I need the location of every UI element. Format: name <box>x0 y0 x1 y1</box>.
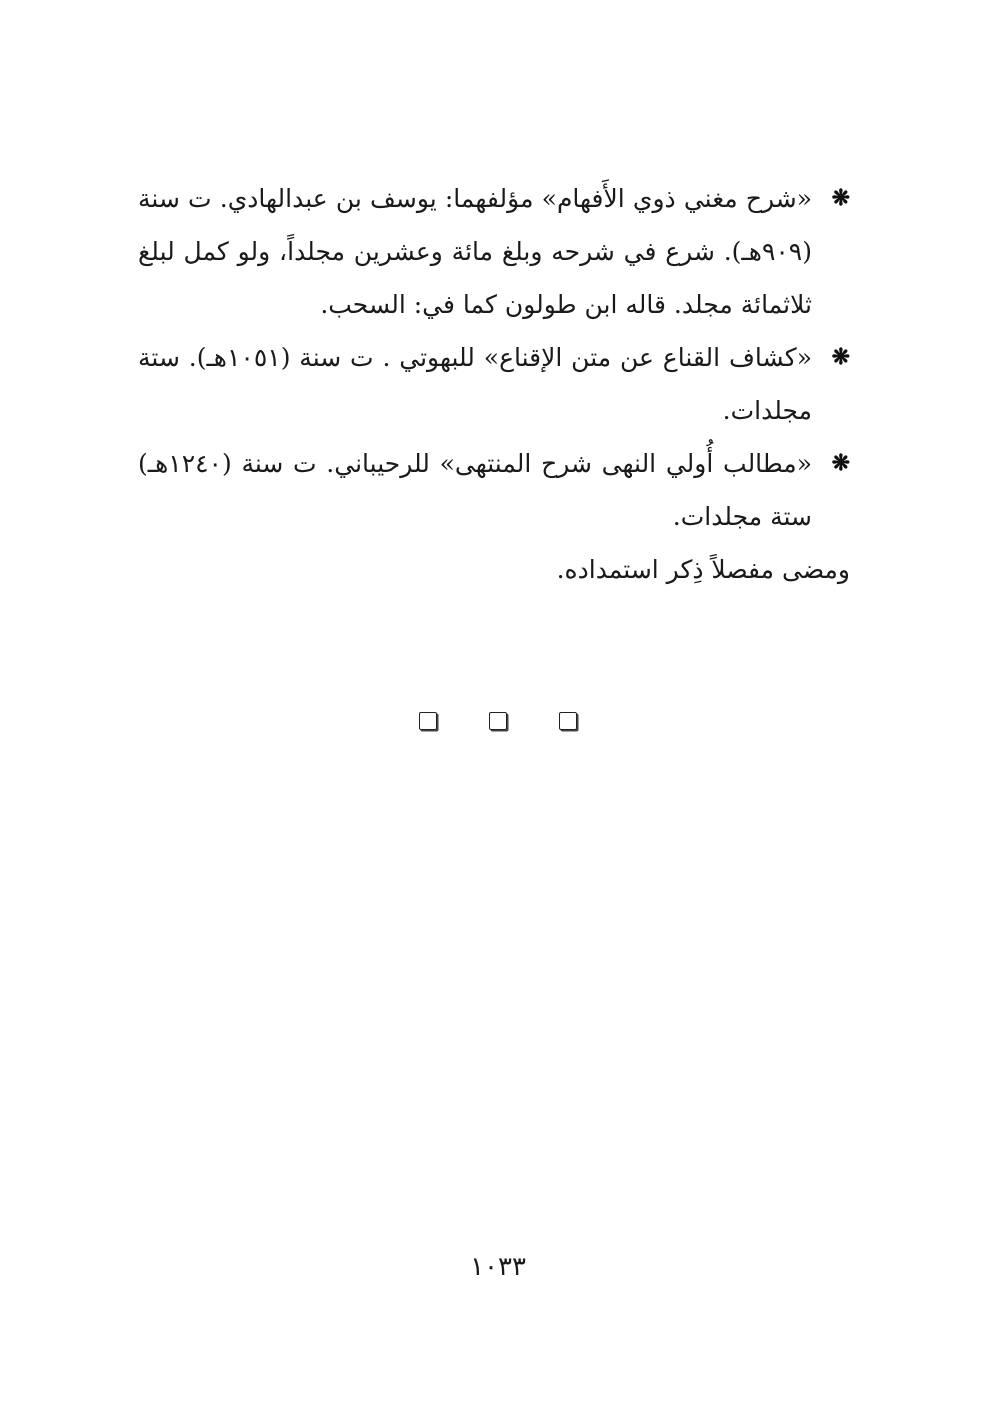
asterisk-bullet-icon: ❋ <box>831 344 850 370</box>
page-body <box>138 172 850 596</box>
box-ornament-icon <box>419 712 437 730</box>
box-ornament-icon <box>559 712 577 730</box>
entry-text: «مطالب أُولي النهى شرح المنتهى» للرحيباني. ت سنة (١٢٤٠هـ) ستة مجلدات. <box>138 449 812 531</box>
entry-sharh-mughni <box>138 172 850 331</box>
asterisk-bullet-icon: ❋ <box>831 185 850 211</box>
entry-text: «كشاف القناع عن متن الإقناع» للبهوتي . ت سنة (١٠٥١هـ). ستة مجلدات. <box>138 343 812 425</box>
entry-kashshaf-alqina <box>138 331 850 437</box>
section-separator <box>0 712 996 730</box>
box-ornament-icon <box>489 712 507 730</box>
page-number: ١٠٣٣ <box>470 1252 526 1282</box>
closing-line: ومضى مفصلاً ذِكر استمداده. <box>556 555 850 584</box>
entry-matalib-uli-alnuha <box>138 437 850 543</box>
asterisk-bullet-icon: ❋ <box>831 450 850 476</box>
entry-text: «شرح مغني ذوي الأَفهام» مؤلفهما: يوسف بن عبدالهادي. ت سنة (٩٠٩هـ). شرع في شرحه وبلغ مائة وعشرين مجلداً، ولو كمل لبلغ ثلاثمائة مجلد. قاله ابن طولون كما في: السحب. <box>138 184 812 319</box>
